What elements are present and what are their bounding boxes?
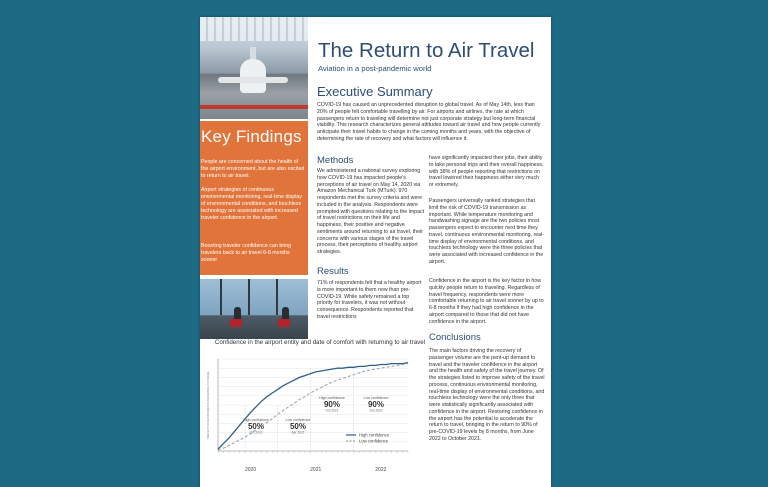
annotation-value: 50% xyxy=(247,422,265,431)
y-axis-label: PERCENT OF RESPONDENTS RETURNING TO TRAVEL xyxy=(207,370,210,440)
annotation-date: Jun 2022 xyxy=(369,408,383,413)
key-finding-2: Airport strategies of continuous environmental monitoring, real-time display of environmental conditions, and touchless technology are associated with increased traveler confidence in the airport. xyxy=(201,187,302,221)
executive-summary-heading: Executive Summary xyxy=(317,84,433,99)
conclusions-text: The main factors driving the recovery of passenger volume are the pent-up demand to travel and the traveler confidence in the airport and the health and safety of the travel journey. Of the strategies listed to improve safety of the travel process, continuous environmental monitoring, real-time display of environmental conditions, and touchless technology were the only three that were statistically significantly associated with confidence in the airport. Restoring confidence in the airport has the potential to accelerate the return to travel, bringing in the return to 90% of pre-COVID-19 levels by 8 months, from June 2022 to October 2021. xyxy=(429,348,545,442)
key-finding-3: Boosting traveler confidence can bring travelers back to air travel 6-8 months sooner xyxy=(201,243,292,263)
results-text: 71% of respondents felt that a healthy airport is more important to them now than pre-COVID-19. While safety remained a top priority for travelers, it was not without consequence. Respondents reported that travel restrictions xyxy=(317,280,422,320)
annotation-label: Low confidence xyxy=(285,418,311,422)
annotation-label: High confidence xyxy=(319,396,345,400)
annotation-value: 90% xyxy=(367,400,385,409)
methods-text: We administered a national survey exploring how COVID-19 has impacted people's perceptions of air travel on May 14, 2020 via Amazon Mechanical Turk (MTurk). 970 respondents met the survey criteria and were included in the analysis. Respondents were prompted with questions relating to the impact of travel restrictions on their life and happiness, their positive and negative sentiments around returning to air travel, their concerns with various stages of the travel process, their perceptions of healthy airport strategies. xyxy=(317,168,425,255)
confidence-text: Confidence in the airport is the key factor in how quickly people return to traveling. Regardless of travel frequency, respondents were more comfortable returning to air travel sooner by up to 6-8 months if they had high confidence in the airport compared to those that did not have confidence in the airport. xyxy=(429,278,544,325)
annotation-date: Oct 2021 xyxy=(325,408,339,413)
key-findings-panel xyxy=(200,121,308,275)
annotation-label: Low confidence xyxy=(363,396,389,400)
conclusions-heading: Conclusions xyxy=(429,332,481,343)
annotation-label: High confidence xyxy=(243,418,269,422)
key-finding-1: People are concerned about the health of the airport environment, but are also excited to return to air travel. xyxy=(201,159,305,179)
annotation-value: 90% xyxy=(323,400,341,409)
document-page xyxy=(200,17,551,487)
results-continued-text: have significantly impacted their jobs, their ability to take personal trips and their overall happiness, with 38% of people reporting that restrictions on travel lowered their happiness either very much or extremely. xyxy=(429,155,544,188)
people-at-window-photo xyxy=(200,279,308,339)
policies-text: Passengers universally ranked strategies that limit the risk of COVID-19 transmission as important. While temperature monitoring and handwashing signage are the two policies most passengers expect to encounter next time they travel, continuous environmental monitoring, real-time display of environmental conditions, and touchless technology were the three policies that were associated with increased confidence in the airport. xyxy=(429,198,544,265)
page-subtitle: Aviation in a post-pandemic world xyxy=(318,64,432,73)
year-label: 2020 xyxy=(245,467,257,473)
annotation-value: 50% xyxy=(289,422,307,431)
results-heading: Results xyxy=(317,266,349,277)
annotation-date: Apr 2021 xyxy=(291,430,305,435)
key-findings-heading: Key Findings xyxy=(201,127,302,146)
year-label: 2022 xyxy=(375,467,387,473)
legend-entry: High confidence xyxy=(359,432,390,438)
year-label: 2021 xyxy=(310,467,322,473)
page-title: The Return to Air Travel xyxy=(318,39,535,62)
chart-title: Confidence in the airport entity and date of comfort with returning to air travel xyxy=(214,339,426,346)
methods-heading: Methods xyxy=(317,155,354,166)
confidence-line-chart xyxy=(204,355,416,473)
annotation-date: Oct 2020 xyxy=(249,430,263,435)
executive-summary-text: COVID-19 has caused an unprecedented disruption to global travel. As of May 14th, less than 20% of people felt comfortable travelling by air. For airports and airlines, the rate at which passengers return to traveling will determine not just corporate strategy but long-term financial viability. This research characterizes general attitudes toward air travel and how people currently anticipate their travel habits to change in the coming months and years, with the objective of determining the rate of recovery and what factors will influence it. xyxy=(317,102,541,142)
legend-entry: Low confidence xyxy=(359,438,389,444)
airplane-hangar-photo xyxy=(200,17,308,119)
